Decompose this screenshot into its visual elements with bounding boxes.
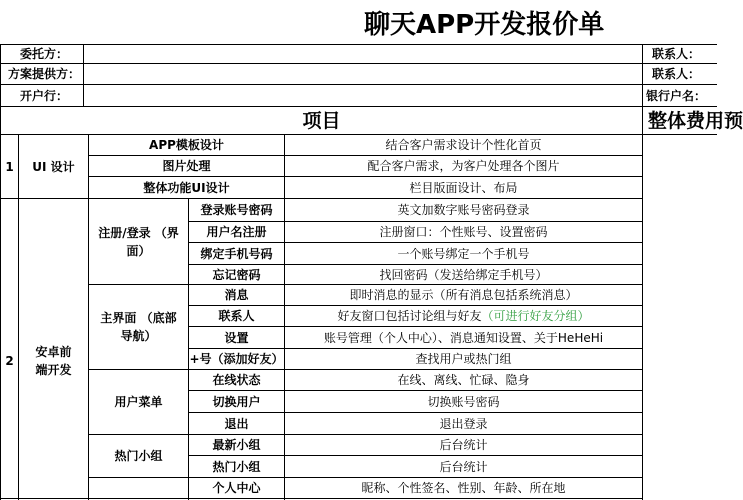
section-name-android-frontend: 安卓前端开发 [35,344,72,377]
column-header-total-cost: 整体费用预 [648,109,743,132]
description-cell: 后台统计 [439,459,488,474]
description-cell: 注册窗口：个性账号、设置密码 [379,225,548,239]
description-cell: 切换账号密码 [427,394,500,409]
description-text: 好友窗口包括讨论组与好友 [337,309,482,323]
sheet-title: 聊天APP开发报价单 [364,10,605,40]
description-cell: 查找用户或热门组 [415,352,512,366]
account-name-label: 银行户名： [646,88,707,103]
feature-cell: 绑定手机号码 [200,246,273,261]
section-name-ui-design: UI 设计 [32,159,75,174]
feature-cell: 登录账号密码 [200,203,273,217]
feature-cell: 个人中心 [212,481,261,495]
description-cell: 账号管理（个人中心）、消息通知设置、关于HeHeHi [323,330,604,345]
feature-cell: 退出 [224,416,249,431]
column-header-item: 项目 [302,109,341,132]
description-cell: 退出登录 [439,416,488,431]
description-cell: 在线、离线、忙碌、隐身 [397,373,530,387]
description-cell: 英文加数字账号密码登录 [397,203,530,217]
feature-cell: 设置 [224,330,249,345]
description-highlight: （可进行好友分组） [481,309,590,323]
feature-cell: APP模板设计 [149,138,224,152]
group-hot-groups: 热门小组 [114,449,163,463]
section-index-2: 2 [5,353,14,368]
description-cell: 找回密码（发送给绑定手机号） [379,267,548,282]
feature-cell: 消息 [224,288,249,302]
feature-cell: 图片处理 [162,159,211,173]
description-cell: 一个账号绑定一个手机号 [397,246,530,261]
contact-label-2: 联系人： [652,67,701,81]
contact-label-1: 联系人： [652,47,701,61]
description-cell: 栏目版面设计、布局 [409,180,518,195]
sheet-title-area [0,0,717,44]
group-user-menu: 用户菜单 [114,395,163,409]
description-cell: 结合客户需求设计个性化首页 [385,138,542,152]
description-cell [285,306,642,326]
description-cell: 昵称、个性签名、性别、年龄、所在地 [361,481,566,495]
client-label: 委托方： [19,47,68,61]
group-register-login: 注册/登录 （界面） [98,225,179,258]
feature-cell: 整体功能UI设计 [143,180,230,195]
feature-cell: 热门小组 [212,459,261,474]
group-main-interface: 主界面 （底部导航） [100,311,177,343]
section-index-1: 1 [5,159,14,174]
feature-cell: 联系人 [218,309,255,323]
feature-cell: 切换用户 [212,394,261,409]
description-cell: 后台统计 [439,438,488,452]
feature-cell: 用户名注册 [206,225,267,239]
feature-cell: 最新小组 [212,438,261,452]
bank-label: 开户行： [19,88,68,103]
description-cell: 即时消息的显示（所有消息包括系统消息） [349,288,578,302]
feature-cell: +号（添加好友） [189,352,284,366]
feature-cell: 在线状态 [212,373,261,387]
description-cell: 配合客户需求，为客户处理各个图片 [367,159,560,173]
provider-label: 方案提供方： [7,67,80,81]
feature-cell: 忘记密码 [212,267,261,282]
